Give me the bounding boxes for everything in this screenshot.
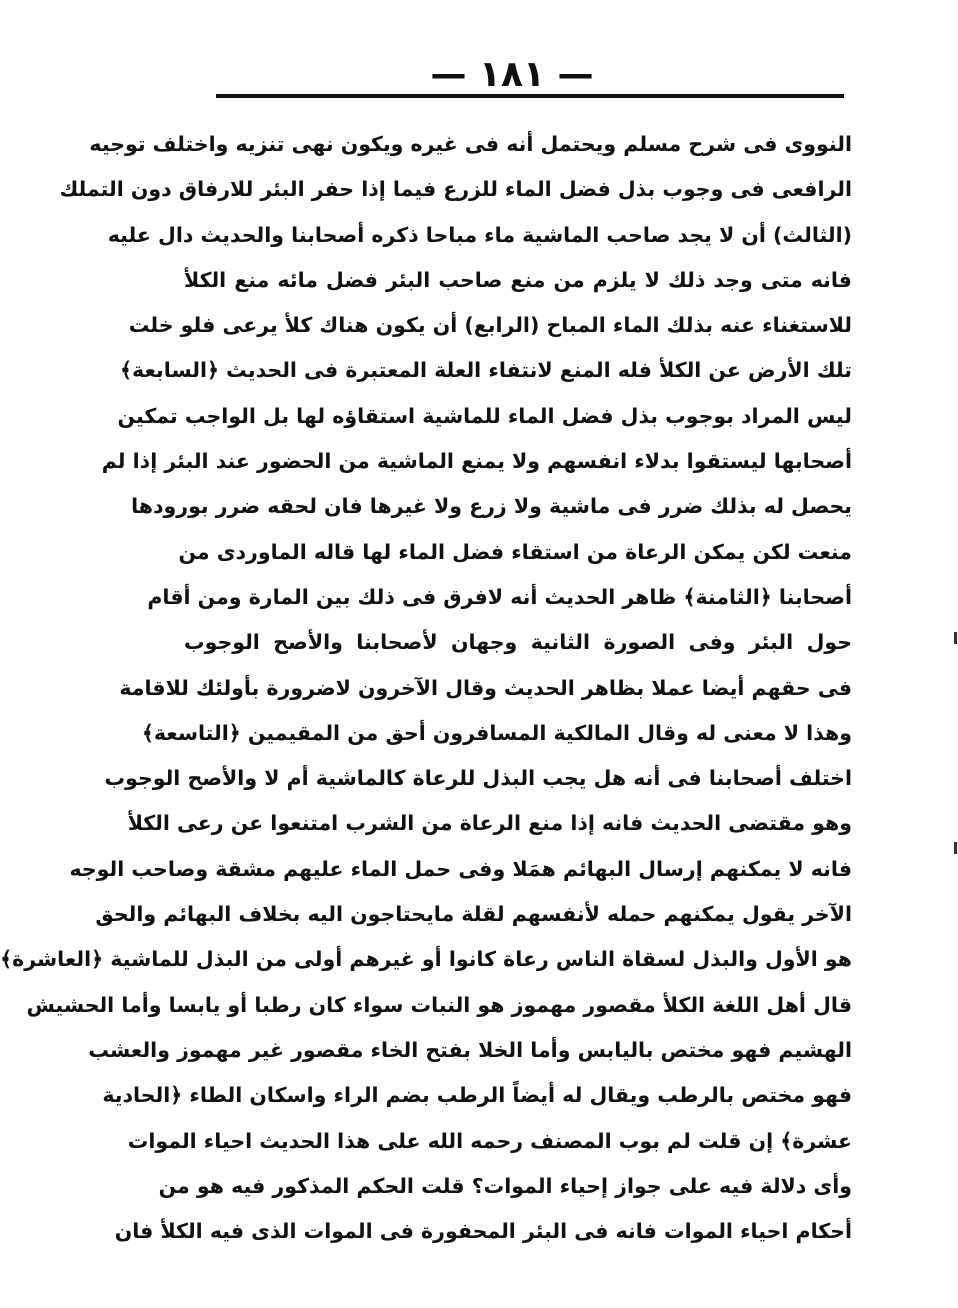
text-line: أصحابنا ﴿الثامنة﴾ ظاهر الحديث أنه لافرق فى ذلك بين المارة ومن أقام [147,584,852,609]
text-line: فهو مختص بالرطب ويقال له أيضاً الرطب بضم الراء واسكان الطاء ﴿الحادية [102,1083,852,1108]
text-line: فانه لا يمكنهم إرسال البهائم همَلا وفى حمل الماء عليهم مشقة وصاحب الوجه [69,856,852,881]
text-line: هو الأول والبذل لسقاة الناس رعاة كانوا أو غيرهم أولى من البذل للماشية ﴿العاشرة﴾ [0,947,852,972]
text-line: الرافعى فى وجوب بذل فضل الماء للزرع فيما إذا حفر البئر للارفاق دون التملك [59,177,852,202]
page-number: — ١٨١ — [430,53,594,95]
margin-mark [954,842,957,854]
text-line: اختلف أصحابنا فى أنه هل يجب البذل للرعاة كالماشية أم لا والأصح الوجوب [104,766,852,791]
text-line: (الثالث) أن لا يجد صاحب الماشية ماء مباحا ذكره أصحابنا والحديث دال عليه [107,222,852,247]
text-line: الهشيم فهو مختص باليابس وأما الخلا بفتح الخاء مقصور غير مهموز والعشب [88,1037,852,1062]
text-line: عشرة﴾ إن قلت لم بوب المصنف رحمه الله على هذا الحديث احياء الموات [127,1128,852,1153]
text-line: أصحابها ليستقوا بدلاء انفسهم ولا يمنع الماشية من الحضور عند البئر إذا لم [101,449,852,474]
text-line: أحكام احياء الموات فانه فى البئر المحفورة فى الموات الذى فيه الكلأ فان [114,1219,852,1244]
text-line: قال أهل اللغة الكلأ مقصور مهموز هو النبات سواء كان رطبا أو يابسا وأما الحشيش [26,992,852,1017]
text-line: للاستغناء عنه بذلك الماء المباح (الرابع) أن يكون هناك كلأ يرعى فلو خلت [128,313,852,338]
page-header [66,52,958,96]
text-line: يحصل له بذلك ضرر فى ماشية ولا زرع ولا غيرها فان لحقه ضرر بورودها [131,494,852,519]
text-line: وأى دلالة فيه على جواز إحياء الموات؟ قلت الحكم المذكور فيه هو من [158,1173,852,1198]
text-line: النووى فى شرح مسلم ويحتمل أنه فى غيره ويكون نهى تنزيه واختلف توجيه [89,132,852,156]
body-text [0,122,852,1254]
text-line: فى حقهم أيضا عملا بظاهر الحديث وقال الآخرون لاضرورة بأولئك للاقامة [119,675,852,700]
text-line: تلك الأرض عن الكلأ فله المنع لانتفاء العلة المعتبرة فى الحديث ﴿السابعة﴾ [120,358,852,383]
text-line: وهذا لا معنى له وقال المالكية المسافرون أحق من المقيمين ﴿التاسعة﴾ [141,720,852,745]
margin-mark [954,632,957,644]
header-rule [216,94,844,98]
text-line: الآخر يقول يمكنهم حمله لأنفسهم لقلة مايحتاجون اليه بخلاف البهائم والحق [95,902,852,927]
text-line: منعت لكن يمكن الرعاة من استقاء فضل الماء لها قاله الماوردى من [178,539,852,564]
text-line: ليس المراد بوجوب بذل فضل الماء للماشية استقاؤه لها بل الواجب تمكين [117,403,852,428]
text-line: وهو مقتضى الحديث فانه إذا منع الرعاة من الشرب امتنعوا عن رعى الكلأ [127,811,852,836]
text-line: فانه متى وجد ذلك لا يلزم من منع صاحب البئر فضل مائه منع الكلأ [184,267,852,292]
text-line: حول البئر وفى الصورة الثانية وجهان لأصحابنا والأصح الوجوب [184,630,852,655]
